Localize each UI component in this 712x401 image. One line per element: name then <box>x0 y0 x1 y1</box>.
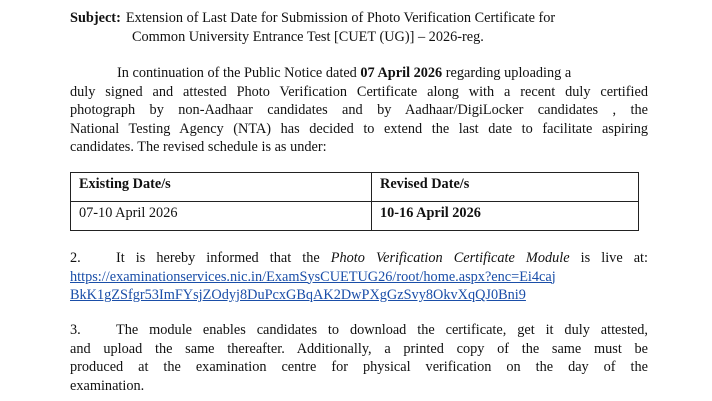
portal-link-line-1[interactable]: https://examinationservices.nic.in/ExamSysCUETUG26/root/home.aspx?enc=Ei4caj <box>70 268 556 285</box>
notice-date: 07 April 2026 <box>360 65 443 81</box>
paragraph-3-line-3: produced at the examination centre for physical verification on the day of the <box>70 359 648 376</box>
p2-text-post: is live at: <box>569 250 648 266</box>
paragraph-1-line-1 <box>70 64 648 83</box>
paragraph-3-line-2: and upload the same thereafter. Additionally, a printed copy of the same must be <box>70 340 648 357</box>
paragraph-3 <box>70 321 648 395</box>
p1-text-post: regarding uploading a <box>442 65 572 81</box>
paragraph-3-line-4: examination. <box>70 377 145 394</box>
paragraph-2-line-1 <box>70 249 648 268</box>
portal-link-line-2[interactable]: BkK1gZSfgr53ImFYsjZOdyj8DuPcxGBqAK2DwPXgGzSvy8OkvXqQJ0Bni9 <box>70 287 526 304</box>
paragraph-1-line-4: National Testing Agency (NTA) has decided to extend the last date to facilitate aspiring <box>70 120 648 137</box>
p3-text-1: The module enables candidates to download the certificate, get it duly attested, <box>116 322 648 338</box>
paragraph-2-number: 2. <box>70 250 81 266</box>
p1-text-pre: In continuation of the Public Notice dated <box>117 65 361 81</box>
paragraph-1-line-3: photograph by non-Aadhaar candidates and by Aadhaar/DigiLocker candidates , the <box>70 102 648 119</box>
schedule-table <box>70 172 639 231</box>
paragraph-1 <box>70 64 648 157</box>
paragraph-1-line-5: candidates. The revised schedule is as under: <box>70 139 327 156</box>
module-name: Photo Verification Certificate Module <box>330 250 570 266</box>
header-existing-dates: Existing Date/s <box>71 173 372 202</box>
header-revised-dates: Revised Date/s <box>372 173 639 202</box>
subject-label: Subject: <box>70 10 121 26</box>
paragraph-3-number: 3. <box>70 322 81 338</box>
paragraph-1-line-2: duly signed and attested Photo Verification Certificate along with a recent duly certified <box>70 83 648 100</box>
subject-line-2: Common University Entrance Test [CUET (UG)] – 2026-reg. <box>132 28 484 45</box>
p2-text-pre: It is hereby informed that the <box>116 250 331 266</box>
table-row <box>71 202 639 231</box>
subject-block <box>70 9 660 46</box>
schedule-header-row <box>71 173 639 202</box>
subject-line-1: Extension of Last Date for Submission of Photo Verification Certificate for <box>125 10 556 26</box>
existing-dates-cell: 07-10 April 2026 <box>71 202 372 231</box>
revised-dates-cell: 10-16 April 2026 <box>372 202 639 231</box>
paragraph-2 <box>70 249 648 305</box>
paragraph-3-line-1 <box>70 321 648 340</box>
